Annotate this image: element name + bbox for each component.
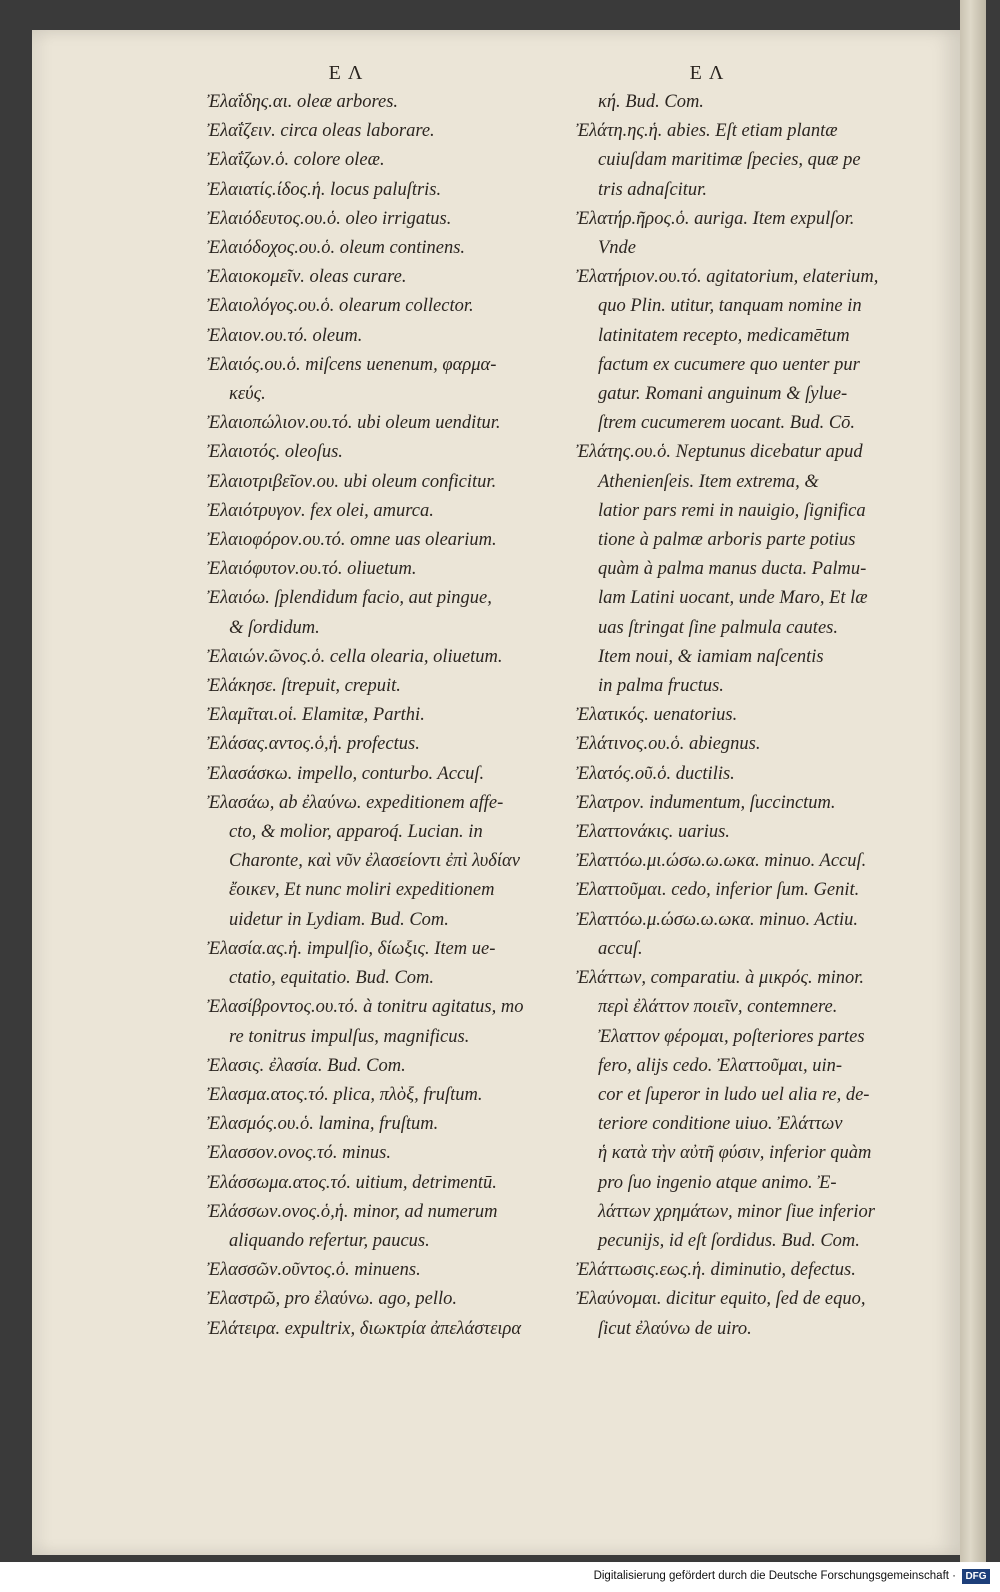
dictionary-line: Ἐλατρον. indumentum, ſuccinctum. xyxy=(576,792,836,813)
dictionary-line: uidetur in Lydiam. Bud. Com. xyxy=(229,909,449,930)
dictionary-line: Ἐλάτειρα. expultrix, διωκτρία ἀπελάστειρα xyxy=(207,1318,522,1339)
dictionary-line: re tonitrus impulſus, magnificus. xyxy=(229,1026,470,1047)
dictionary-line: Ἐλαιότρυγον. fex olei, amurca. xyxy=(207,500,434,521)
dictionary-line: Ἐλασις. ἐλασία. Bud. Com. xyxy=(207,1055,406,1076)
dictionary-line: Ἐλαιοκομεῖν. oleas curare. xyxy=(207,267,407,288)
dictionary-line: ἔοικεν, Et nunc moliri expeditionem xyxy=(229,880,495,901)
dictionary-line: Ἐλαιοπώλιον.ου.τό. ubi oleum uenditur. xyxy=(207,413,501,434)
dictionary-line: Ἐλασμα.ατος.τό. plica, πλὸξ, fruſtum. xyxy=(207,1084,483,1105)
dictionary-line: κή. Bud. Com. xyxy=(598,92,704,112)
dictionary-line: Ἐλασσον.ονος.τό. minus. xyxy=(207,1143,391,1164)
dictionary-line: Ἐλατήριον.ου.τό. agitatorium, elaterium, xyxy=(576,267,879,288)
dictionary-line: Ἐλαιόδοχος.ου.ὁ. oleum continens. xyxy=(207,238,466,259)
dictionary-line: teriore conditione uiuo. Ἐλάττων xyxy=(598,1114,843,1135)
dictionary-line: pro ſuo ingenio atque animo. Ἐ- xyxy=(598,1172,837,1193)
dictionary-line: Ἐλατήρ.ῆρος.ὁ. auriga. Item expulſor. xyxy=(576,208,855,229)
right-running-header: E Λ xyxy=(689,62,725,84)
dictionary-line: Ἐλαΐδης.αι. oleæ arbores. xyxy=(207,92,399,112)
dictionary-line: accuſ. xyxy=(598,938,643,959)
dictionary-line: Ἐλάττων, comparatiu. à μικρός. minor. xyxy=(576,968,864,989)
dictionary-line: in palma fructus. xyxy=(598,676,724,697)
right-column xyxy=(576,58,956,1344)
dictionary-line: Ἐλαιοτριβεῖον.ου. ubi oleum conficitur. xyxy=(207,471,497,492)
dictionary-line: uas ſtringat ſine palmula cautes. xyxy=(598,617,838,638)
dictionary-line: Ἐλαιοτός. oleoſus. xyxy=(207,442,343,463)
dictionary-line: Ἐλαιον.ου.τό. oleum. xyxy=(207,325,363,346)
dictionary-line: Ἐλάττωσις.εως.ἡ. diminutio, defectus. xyxy=(576,1260,856,1281)
dictionary-line: περὶ ἐλάττον ποιεῖν, contemnere. xyxy=(598,997,838,1018)
dictionary-line: Ἐλάτη.ης.ἡ. abies. Eſt etiam plantæ xyxy=(576,121,838,142)
dictionary-line: Ἐλαιών.ῶνος.ὁ. cella olearia, oliuetum. xyxy=(207,646,503,667)
dictionary-line: Ἐλαιολόγος.ου.ὁ. olearum collector. xyxy=(207,296,474,317)
dictionary-line: Ἐλαύνομαι. dicitur equito, ſed de equo, xyxy=(576,1289,866,1310)
dictionary-line: Ἐλαιόδευτος.ου.ὁ. oleo irrigatus. xyxy=(207,208,452,229)
dictionary-line: Ἐλάσσων.ονος.ὁ,ἡ. minor, ad numerum xyxy=(207,1201,498,1222)
dictionary-line: lam Latini uocant, unde Maro, Et læ xyxy=(598,588,868,609)
dictionary-line: factum ex cucumere quo uenter pur xyxy=(598,354,860,375)
dictionary-line: Ἐλαιός.ου.ὁ. miſcens uenenum, φαρμα- xyxy=(207,354,497,375)
dictionary-line: Vnde xyxy=(598,238,637,259)
dictionary-line: Ἐλαττον φέρομαι, poſteriores partes xyxy=(598,1026,865,1047)
dictionary-line: ſicut ἐλαύνω de uiro. xyxy=(598,1318,752,1339)
dictionary-line: quàm à palma manus ducta. Palmu- xyxy=(598,559,867,580)
dictionary-line: Ἐλαττόω.μ.ώσω.ω.ωκα. minuo. Actiu. xyxy=(576,909,859,930)
dictionary-line: Ἐλάκησε. ſtrepuit, crepuit. xyxy=(207,676,401,697)
dictionary-line: Ἐλασάσκω. impello, conturbo. Accuſ. xyxy=(207,763,485,784)
dictionary-line: cuiuſdam maritimæ ſpecies, quæ pe xyxy=(598,150,861,171)
dictionary-line: Ἐλαττοῦμαι. cedo, inferior ſum. Genit. xyxy=(576,880,860,901)
dictionary-line: cto, & molior, apparoq́. Lucian. in xyxy=(229,822,483,843)
dictionary-line: Ἐλατός.οῦ.ὁ. ductilis. xyxy=(576,763,735,784)
dictionary-line: Ἐλασία.ας.ἡ. impulſio, δίωξις. Item ue- xyxy=(207,938,496,959)
dictionary-line: Ἐλαττονάκις. uarius. xyxy=(576,822,730,843)
dfg-logo: DFG xyxy=(962,1569,990,1584)
dictionary-line: ἡ κατὰ τὴν αὐτῆ φύσιν, inferior quàm xyxy=(598,1143,872,1164)
dictionary-line: & ſordidum. xyxy=(229,617,320,638)
dictionary-line: Ἐλαΐζειν. circa oleas laborare. xyxy=(207,121,435,142)
dictionary-line: aliquando refertur, paucus. xyxy=(229,1230,430,1251)
dictionary-line: tione à palmæ arboris parte potius xyxy=(598,530,856,551)
dictionary-line: Ἐλατικός. uenatorius. xyxy=(576,705,738,726)
funding-credit: Digitalisierung gefördert durch die Deutsche Forschungsgemeinschaft · xyxy=(593,1570,956,1582)
dictionary-line: κεύς. xyxy=(229,384,266,405)
dictionary-line: gatur. Romani anguinum & ſylue- xyxy=(598,384,848,405)
dictionary-line: tris adnaſcitur. xyxy=(598,179,707,200)
dictionary-line: Charonte, καὶ νῦν ἐλασείοντι ἐπὶ λυδίαν xyxy=(229,851,520,872)
dictionary-line: Ἐλάσσωμα.ατος.τό. uitium, detrimentū. xyxy=(207,1172,497,1193)
dictionary-line: Ἐλασίβροντος.ου.τό. à tonitru agitatus, mo xyxy=(207,997,524,1018)
dictionary-line: Ἐλαιόφυτον.ου.τό. oliuetum. xyxy=(207,559,417,580)
dictionary-line: Ἐλαττόω.μι.ώσω.ω.ωκα. minuo. Accuſ. xyxy=(576,851,867,872)
dictionary-line: Ἐλάτης.ου.ὁ. Neptunus dicebatur apud xyxy=(576,442,863,463)
dictionary-line: ctatio, equitatio. Bud. Com. xyxy=(229,968,435,989)
left-entries xyxy=(207,88,585,1344)
dictionary-line: cor et ſuperor in ludo uel alia re, de- xyxy=(598,1084,870,1105)
dictionary-line: Ἐλασσῶν.οῦντος.ὁ. minuens. xyxy=(207,1260,421,1281)
dictionary-line: Ἐλαιόω. ſplendidum facio, aut pingue, xyxy=(207,588,492,609)
dictionary-line: Ἐλαμῖται.οἱ. Elamitæ, Parthi. xyxy=(207,705,425,726)
dictionary-line: Ἐλαιατίς.ίδος.ἡ. locus paluſtris. xyxy=(207,179,442,200)
dictionary-line: Ἐλαστρῶ, pro ἐλαύνω. ago, pello. xyxy=(207,1289,458,1310)
dictionary-line: Ἐλάτινος.ου.ὁ. abiegnus. xyxy=(576,734,761,755)
dictionary-line: Ἐλασάω, ab ἐλαύνω. expeditionem affe- xyxy=(207,792,504,813)
left-running-header: E Λ xyxy=(328,62,364,84)
dictionary-line: latinitatem recepto, medicamētum xyxy=(598,325,850,346)
dictionary-line: Ἐλάσας.αντος.ὁ,ἡ. profectus. xyxy=(207,734,420,755)
dictionary-line: Athenienſeis. Item extrema, & xyxy=(598,471,819,492)
dictionary-line: λάττων χρημάτων, minor ſiue inferior xyxy=(598,1201,875,1222)
dictionary-line: Ἐλαΐζων.ὁ. colore oleæ. xyxy=(207,150,385,171)
right-entries xyxy=(576,88,956,1344)
dictionary-line: pecunijs, id eſt ſordidus. Bud. Com. xyxy=(598,1230,860,1251)
dictionary-line: latior pars remi in nauigio, ſignifica xyxy=(598,500,866,521)
dictionary-line: Item noui, & iamiam naſcentis xyxy=(598,646,824,667)
left-column xyxy=(207,58,585,1344)
dictionary-line: quo Plin. utitur, tanquam nomine in xyxy=(598,296,862,317)
dictionary-line: Ἐλαιοφόρον.ου.τό. omne uas olearium. xyxy=(207,530,497,551)
dictionary-line: fero, alijs cedo. Ἐλαττοῦμαι, uin- xyxy=(598,1055,843,1076)
dictionary-line: Ἐλασμός.ου.ὁ. lamina, fruſtum. xyxy=(207,1114,439,1135)
dictionary-line: ſtrem cucumerem uocant. Bud. Cō. xyxy=(598,413,856,434)
book-spine-edge xyxy=(960,0,986,1562)
footer-bar xyxy=(0,1563,1000,1592)
